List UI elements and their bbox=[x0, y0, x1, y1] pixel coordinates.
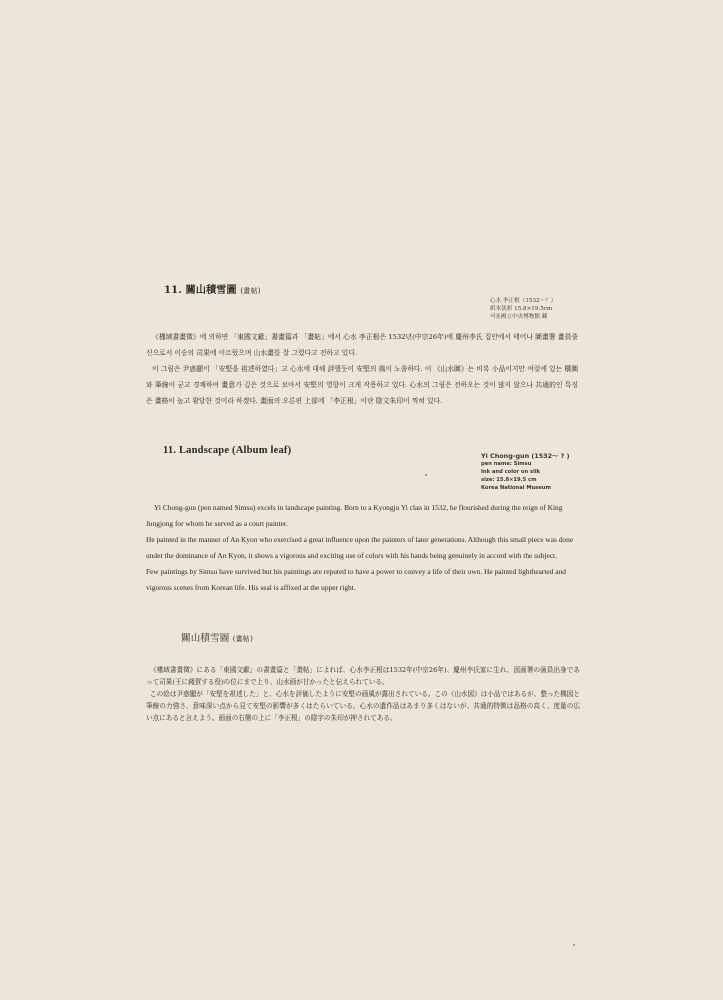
english-pen-name: pen name: Simsu bbox=[481, 461, 532, 467]
korean-title bbox=[164, 281, 261, 296]
japanese-title-note: (畫帖) bbox=[232, 635, 254, 643]
japanese-paragraph-1: 《槿域書畫徵》にある「東國文獻」の書畫篇と「畫帖」によれば、心水李正根は1532年(中宗26年)、慶州李氏家に生れ、図画署の画員出身であって司果(王に錢賀する役)の位にまで上り、山水画が甘かったと伝えられている。 bbox=[146, 666, 580, 686]
japanese-body bbox=[146, 664, 580, 724]
korean-artist: 心水 李正根（1532～？） bbox=[490, 298, 557, 304]
english-title bbox=[163, 445, 291, 456]
korean-caption bbox=[490, 297, 610, 321]
paper-speck bbox=[573, 944, 575, 946]
english-collection: Korea National Museum bbox=[481, 485, 551, 491]
korean-paragraph-2: 이 그림은 尹惑顯이 「安堅을 祖述하였다」고 心水에 대해 評했듯이 安堅의 風이 노출하다. 이 《山水圖》는 비록 小品이지만 여럿에 있는 構圖와 筆線이 굳고 경쾌하여 畫意가 깊은 것으로 보아서 安堅의 영향이 크게 작용하고 있다. 心水의 그림은 전하오는 것이 많지 않으나 共通的인 특징은 畫格이 높고 활달한 것이라 하겠다. 畫面의 오른편 上部에 「李正根」이란 陰文朱印이 찍혀 있다. bbox=[146, 365, 578, 405]
english-paragraph-3: Few paintings by Simsu have survived but his paintings are reputed to have a power to convey a life of their own. He painted lighthearted and vigorous scenes from Korean life. His seal is affixed at the upper right. bbox=[146, 567, 566, 592]
japanese-title-text: 關山積雪圖 bbox=[181, 633, 230, 644]
korean-title-note: (畫帖) bbox=[240, 287, 261, 295]
english-paragraph-1: Yi Chong-gun (pen named Simsu) excels in landscape painting. Born to a Kyongju Yi clan in 1532, he flourished during the reign of King Jungjong for whom he served as a court painter. bbox=[146, 503, 563, 528]
korean-collection: 서울國立中央博物館 藏 bbox=[490, 314, 548, 320]
japanese-title bbox=[181, 630, 253, 644]
korean-body bbox=[146, 329, 578, 409]
english-artist: Yi Chong-gun (1532～ ? ) bbox=[481, 452, 570, 460]
english-caption bbox=[481, 452, 601, 492]
english-size: size: 15.8×19.5 cm bbox=[481, 477, 537, 483]
korean-title-text: 11. 關山積雪圖 bbox=[164, 285, 237, 296]
english-body bbox=[146, 500, 578, 596]
english-title-text: 11. Landscape (Album leaf) bbox=[163, 445, 292, 456]
japanese-paragraph-2: この絵は尹惑顯が「安堅を祖述した」と、心水を評価したように安堅の画風が露出されている。この《山水図》は小品ではあるが、整った構図と筆線の力強さ、意味深い点から見て安堅の影響が多くはたらいている。心水の遺作品はあまり多くはないが、共通的特徴は品格の高く、度量の広い点にあると言えよう。画面の右側の上に「李正根」の陰字の朱印が押されてある。 bbox=[146, 690, 580, 722]
english-medium: Ink and color on silk bbox=[481, 469, 541, 475]
paper-speck bbox=[425, 474, 427, 476]
english-paragraph-2: He painted in the manner of An Kyon who exercised a great influence upon the painters of later generations. Although this small piece was done under the dominance of An Kyon, it shows a vigorous and exciting use of colors with his hands being genuinely in accord with the subject. bbox=[146, 535, 574, 560]
korean-medium: 紙本淡彩 15.8×19.5cm bbox=[490, 306, 553, 312]
korean-paragraph-1: 《槿域書畫徵》에 의하면 「東國文獻」書畫篇과 「畫帖」에서 心水 李正根은 1532년(中宗26年)에 慶州李氏 집안에서 태어나 圖畫署 畫員출신으로서 이승의 司果에 이르렀으며 山水畫를 잘 그렸다고 전하고 있다. bbox=[146, 333, 578, 357]
